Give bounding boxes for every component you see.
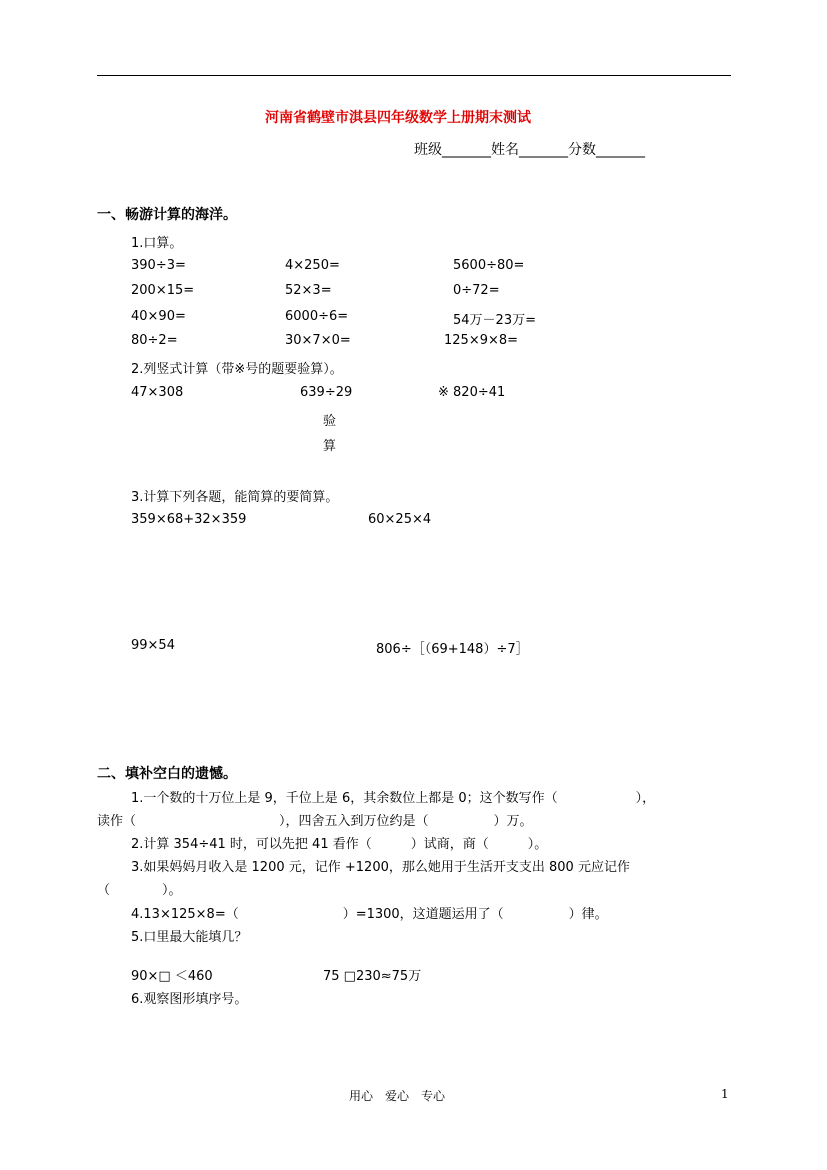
fill-q2: 2.计算 354÷41 时，可以先把 41 看作（ ）试商，商（ ）。 bbox=[131, 837, 548, 852]
header-rule bbox=[97, 75, 731, 76]
fill-q5-item: 90×□ ＜460 bbox=[131, 969, 213, 984]
oral-calc-item: 6000÷6= bbox=[285, 309, 349, 324]
fill-q5-label: 5.口里最大能填几？ bbox=[131, 930, 248, 945]
q2-label: 2.列竖式计算（带※号的题要验算）。 bbox=[131, 362, 343, 377]
q1-label: 1.口算。 bbox=[131, 236, 183, 251]
oral-calc-item: 5600÷80= bbox=[453, 258, 525, 273]
simplify-calc-item: 60×25×4 bbox=[368, 512, 432, 527]
fill-q6: 6.观察图形填序号。 bbox=[131, 992, 248, 1007]
fill-q3-line1: 3.如果妈妈月收入是 1200 元，记作 +1200，那么她用于生活开支支出 800 元应记作 bbox=[131, 860, 630, 875]
simplify-calc-item: 806÷［（69+148）÷7］ bbox=[376, 642, 529, 657]
vertical-calc-item: 639÷29 bbox=[300, 385, 353, 400]
section2-heading: 二、填补空白的遗憾。 bbox=[97, 766, 237, 782]
oral-calc-item: 40×90= bbox=[131, 309, 186, 324]
oral-calc-item: 30×7×0= bbox=[285, 333, 351, 348]
oral-calc-item: 80÷2= bbox=[131, 333, 178, 348]
oral-calc-item: 200×15= bbox=[131, 283, 195, 298]
oral-calc-item: 390÷3= bbox=[131, 258, 186, 273]
oral-calc-item: 52×3= bbox=[285, 283, 332, 298]
footer-motto: 用心 爱心 专心 bbox=[349, 1089, 446, 1103]
check-label-char: 算 bbox=[323, 439, 337, 454]
page-number: 1 bbox=[721, 1087, 729, 1101]
section1-heading: 一、畅游计算的海洋。 bbox=[97, 207, 237, 223]
fill-q4: 4.13×125×8=（ ）=1300，这道题运用了（ ）律。 bbox=[131, 907, 608, 922]
simplify-calc-item: 99×54 bbox=[131, 638, 175, 653]
vertical-calc-item: ※ 820÷41 bbox=[438, 385, 506, 400]
page-title: 河南省鹤壁市淇县四年级数学上册期末测试 bbox=[265, 110, 531, 126]
q3-label: 3.计算下列各题，能简算的要简算。 bbox=[131, 490, 339, 505]
vertical-calc-item: 47×308 bbox=[131, 385, 184, 400]
fill-q1-line2: 读作（ ），四舍五入到万位约是（ ）万。 bbox=[97, 814, 533, 829]
fill-q3-line2: （ ）。 bbox=[97, 883, 182, 898]
check-label-char: 验 bbox=[323, 414, 337, 429]
simplify-calc-item: 359×68+32×359 bbox=[131, 512, 247, 527]
student-info-line: 班级_______姓名_______分数_______ bbox=[414, 142, 645, 158]
fill-q1-line1: 1.一个数的十万位上是 9，千位上是 6，其余数位上都是 0；这个数写作（ ）， bbox=[131, 791, 656, 806]
oral-calc-item: 4×250= bbox=[285, 258, 340, 273]
oral-calc-item: 125×9×8= bbox=[444, 333, 519, 348]
oral-calc-item: 54万－23万= bbox=[453, 313, 536, 328]
fill-q5-item: 75 □230≈75万 bbox=[323, 969, 422, 984]
oral-calc-item: 0÷72= bbox=[453, 283, 500, 298]
